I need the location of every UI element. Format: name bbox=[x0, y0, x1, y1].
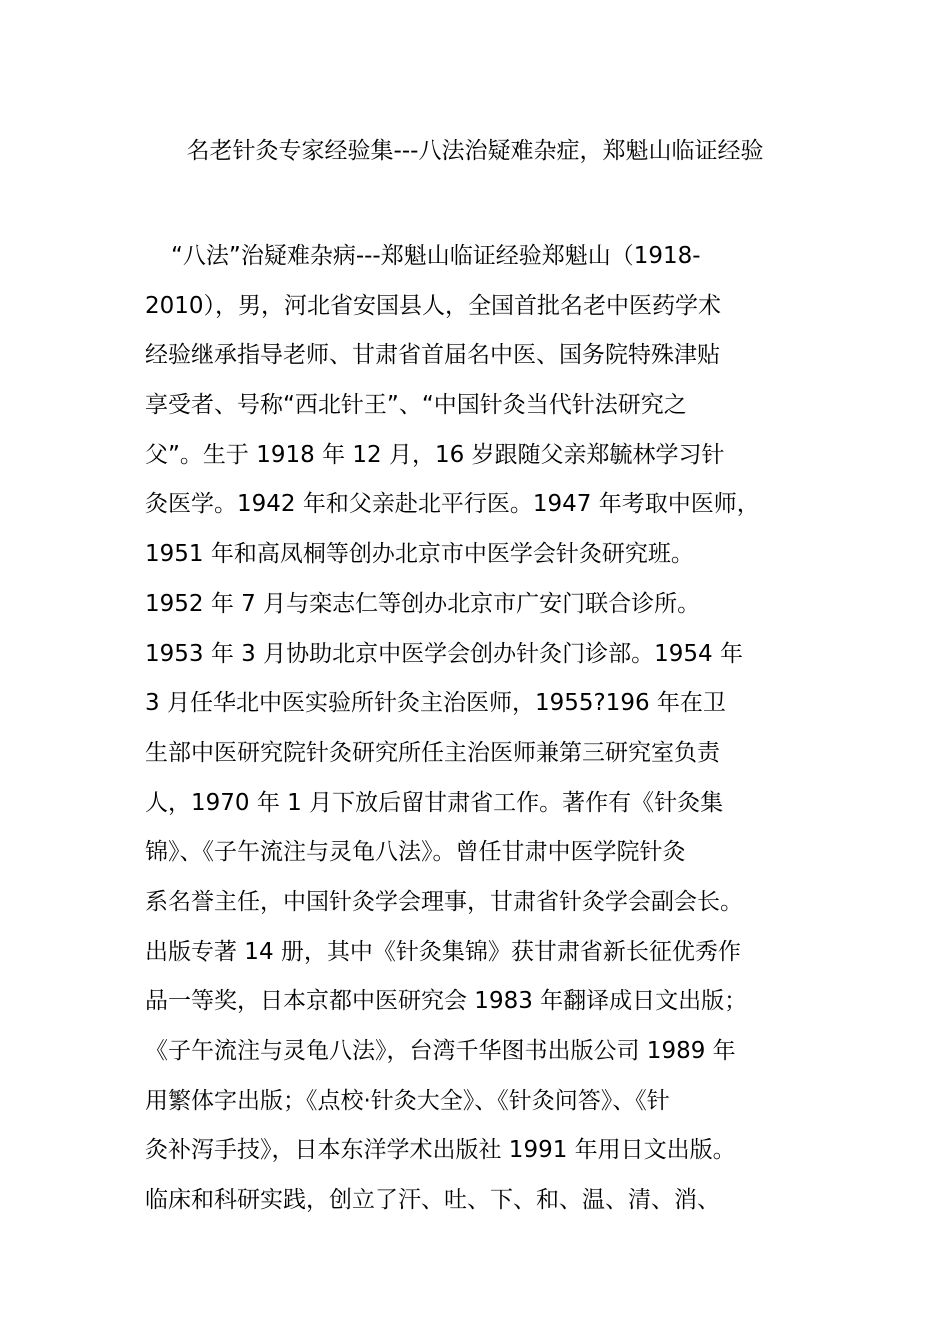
text-line: 临床和科研实践，创立了汗、吐、下、和、温、清、消、 bbox=[145, 1187, 720, 1214]
text-line: 人，1970 年 1 月下放后留甘肃省工作。著作有《针灸集 bbox=[145, 789, 724, 816]
body-paragraph bbox=[145, 232, 825, 1226]
text-line: 2010），男，河北省安国县人，全国首批名老中医药学术 bbox=[145, 292, 722, 319]
text-line: 用繁体字出版；《点校·针灸大全》、《针灸问答》、《针 bbox=[145, 1087, 670, 1114]
text-line: 享受者、号称“西北针王”、“中国针灸当代针法研究之 bbox=[145, 392, 687, 419]
text-line: 灸医学。1942 年和父亲赴北平行医。1947 年考取中医师， bbox=[145, 491, 760, 518]
document-title: 名老针灸专家经验集---八法治疑难杂症，郑魁山临证经验 bbox=[186, 138, 764, 164]
text-line: 1953 年 3 月协助北京中医学会创办针灸门诊部。1954 年 bbox=[145, 640, 743, 667]
text-line: 系名誉主任，中国针灸学会理事，甘肃省针灸学会副会长。 bbox=[145, 888, 743, 915]
text-line: 3 月任华北中医实验所针灸主治医师，1955?196 年在卫 bbox=[145, 690, 726, 717]
text-line: 父”。生于 1918 年 12 月，16 岁跟随父亲郑毓林学习针 bbox=[145, 441, 725, 468]
text-line: 出版专著 14 册，其中《针灸集锦》获甘肃省新长征优秀作 bbox=[145, 938, 741, 965]
text-line: “八法”治疑难杂病---郑魁山临证经验郑魁山（1918- bbox=[171, 243, 701, 269]
text-line: 生部中医研究院针灸研究所任主治医师兼第三研究室负责 bbox=[145, 739, 720, 766]
text-line: 1952 年 7 月与栾志仁等创办北京市广安门联合诊所。 bbox=[145, 590, 701, 617]
text-line: 1951 年和高凤桐等创办北京市中医学会针灸研究班。 bbox=[145, 541, 694, 568]
text-line: 锦》、《子午流注与灵龟八法》。曾任甘肃中医学院针灸 bbox=[145, 839, 686, 866]
text-line: 《子午流注与灵龟八法》，台湾千华图书出版公司 1989 年 bbox=[145, 1038, 736, 1064]
text-line: 经验继承指导老师、甘肃省首届名中医、国务院特殊津贴 bbox=[145, 342, 720, 369]
text-line: 品一等奖，日本京都中医研究会 1983 年翻译成日文出版； bbox=[145, 988, 748, 1015]
text-line: 灸补泻手技》，日本东洋学术出版社 1991 年用日文出版。 bbox=[145, 1137, 736, 1164]
